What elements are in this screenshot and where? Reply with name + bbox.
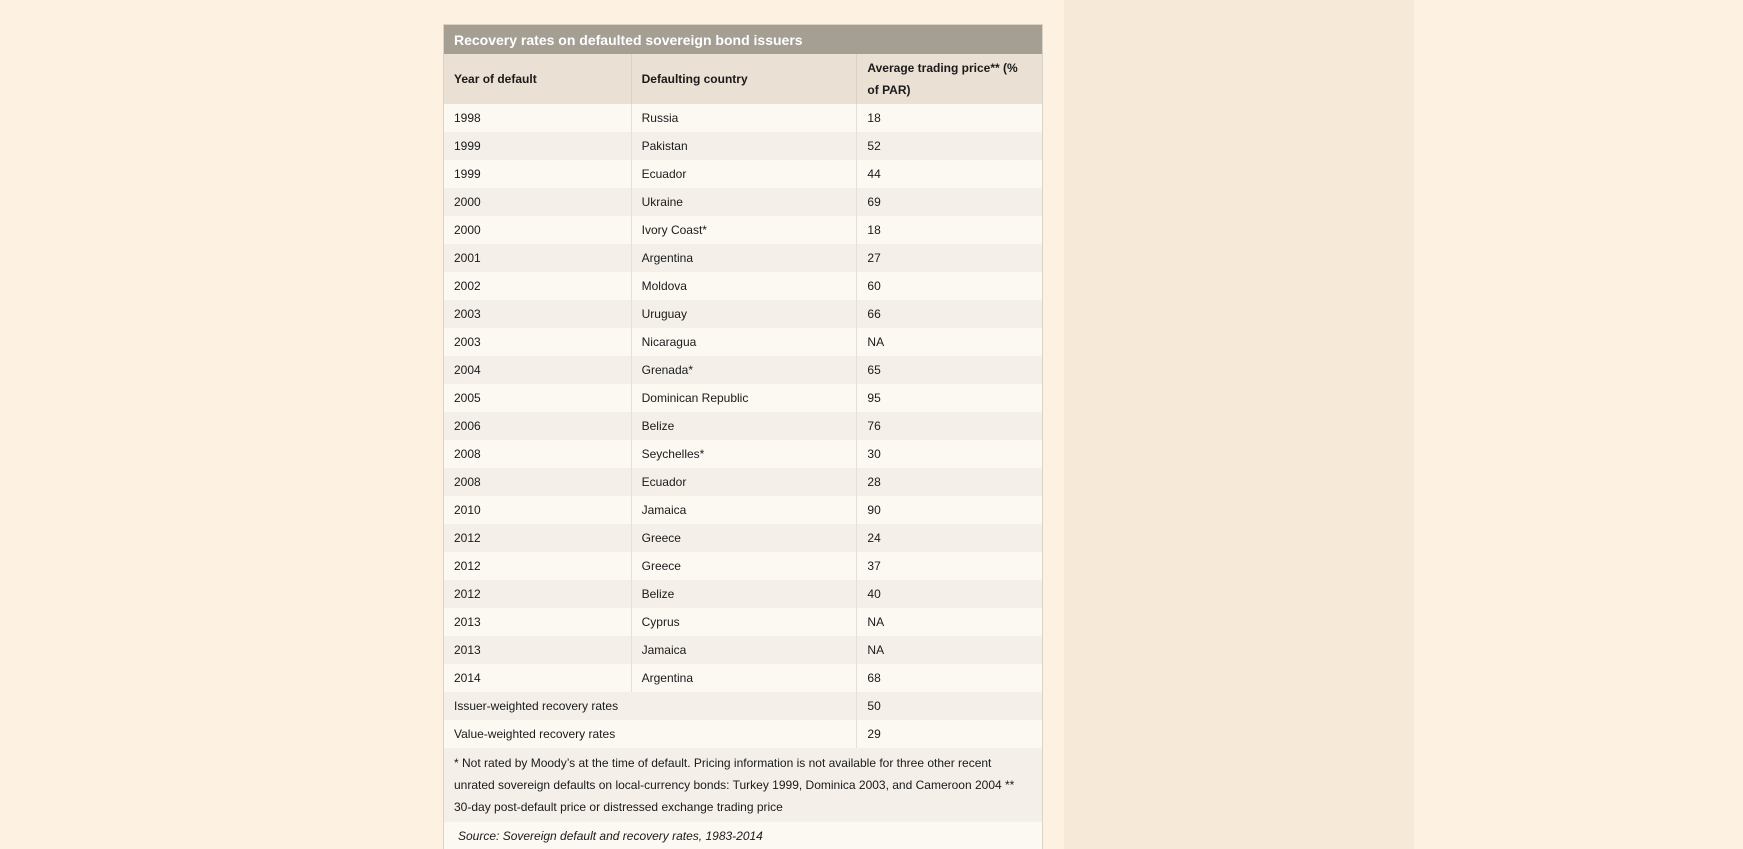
cell-year: 2012 (444, 524, 632, 552)
cell-year: 2008 (444, 440, 632, 468)
cell-year: 1999 (444, 132, 632, 160)
cell-year: 2012 (444, 580, 632, 608)
table-header-row (444, 54, 1043, 104)
cell-price: 76 (857, 412, 1043, 440)
table-row (444, 272, 1043, 300)
cell-country: Jamaica (631, 496, 857, 524)
issuer-weighted-label: Issuer-weighted recovery rates (444, 692, 857, 720)
cell-price: 95 (857, 384, 1043, 412)
table-row (444, 496, 1043, 524)
issuer-weighted-value: 50 (857, 692, 1043, 720)
table-caption: Recovery rates on defaulted sovereign bond issuers (444, 25, 1043, 55)
cell-country: Argentina (631, 244, 857, 272)
cell-country: Uruguay (631, 300, 857, 328)
cell-year: 1999 (444, 160, 632, 188)
cell-year: 2006 (444, 412, 632, 440)
table-row (444, 216, 1043, 244)
cell-country: Grenada* (631, 356, 857, 384)
table-row (444, 552, 1043, 580)
cell-year: 2002 (444, 272, 632, 300)
cell-price: 30 (857, 440, 1043, 468)
table-row (444, 356, 1043, 384)
cell-country: Seychelles* (631, 440, 857, 468)
cell-price: 40 (857, 580, 1043, 608)
cell-year: 2004 (444, 356, 632, 384)
source-row (444, 822, 1043, 849)
cell-price: 18 (857, 216, 1043, 244)
header-price: Average trading price** (% of PAR) (857, 54, 1043, 104)
cell-country: Ukraine (631, 188, 857, 216)
source-text: Source: Sovereign default and recovery rates, 1983-2014 (444, 822, 1043, 849)
table-row (444, 384, 1043, 412)
cell-year: 2003 (444, 300, 632, 328)
table-row (444, 188, 1043, 216)
table-body (444, 104, 1043, 692)
cell-price: NA (857, 328, 1043, 356)
cell-country: Cyprus (631, 608, 857, 636)
cell-country: Dominican Republic (631, 384, 857, 412)
table-row (444, 160, 1043, 188)
cell-year: 2010 (444, 496, 632, 524)
cell-price: 90 (857, 496, 1043, 524)
value-weighted-value: 29 (857, 720, 1043, 748)
footnote-row (444, 748, 1043, 822)
cell-price: 68 (857, 664, 1043, 692)
cell-country: Belize (631, 580, 857, 608)
cell-country: Ecuador (631, 160, 857, 188)
value-weighted-row (444, 720, 1043, 748)
cell-year: 2003 (444, 328, 632, 356)
cell-year: 2005 (444, 384, 632, 412)
cell-price: 44 (857, 160, 1043, 188)
table-row (444, 608, 1043, 636)
cell-year: 1998 (444, 104, 632, 132)
cell-country: Ivory Coast* (631, 216, 857, 244)
cell-country: Greece (631, 524, 857, 552)
cell-country: Ecuador (631, 468, 857, 496)
table-row (444, 636, 1043, 664)
cell-price: 24 (857, 524, 1043, 552)
issuer-weighted-row (444, 692, 1043, 720)
cell-price: 52 (857, 132, 1043, 160)
table-row (444, 300, 1043, 328)
cell-country: Pakistan (631, 132, 857, 160)
cell-country: Greece (631, 552, 857, 580)
cell-country: Moldova (631, 272, 857, 300)
table-row (444, 580, 1043, 608)
value-weighted-label: Value-weighted recovery rates (444, 720, 857, 748)
cell-price: 66 (857, 300, 1043, 328)
cell-price: 65 (857, 356, 1043, 384)
table-row (444, 524, 1043, 552)
cell-year: 2013 (444, 636, 632, 664)
table-row (444, 132, 1043, 160)
cell-year: 2001 (444, 244, 632, 272)
header-year: Year of default (444, 54, 632, 104)
table-caption-row (444, 25, 1043, 55)
table-row (444, 440, 1043, 468)
cell-price: 69 (857, 188, 1043, 216)
table-row (444, 468, 1043, 496)
cell-price: 28 (857, 468, 1043, 496)
cell-price: NA (857, 636, 1043, 664)
cell-year: 2014 (444, 664, 632, 692)
cell-price: 18 (857, 104, 1043, 132)
cell-price: 27 (857, 244, 1043, 272)
right-rail (1064, 0, 1414, 849)
table-row (444, 244, 1043, 272)
table-row (444, 328, 1043, 356)
cell-year: 2000 (444, 188, 632, 216)
table-row (444, 664, 1043, 692)
cell-country: Argentina (631, 664, 857, 692)
cell-year: 2000 (444, 216, 632, 244)
table-row (444, 104, 1043, 132)
cell-country: Nicaragua (631, 328, 857, 356)
recovery-rates-table (443, 24, 1043, 849)
cell-country: Belize (631, 412, 857, 440)
cell-year: 2013 (444, 608, 632, 636)
table-row (444, 412, 1043, 440)
cell-year: 2008 (444, 468, 632, 496)
footnote: * Not rated by Moody’s at the time of default. Pricing information is not available for three other recent unrated sovereign defaults on local-currency bonds: Turkey 1999, Dominica 2003, and Cameroon 2004 ** 30-day post-default price or distressed exchange trading price (444, 748, 1043, 822)
cell-country: Russia (631, 104, 857, 132)
cell-price: 60 (857, 272, 1043, 300)
cell-price: NA (857, 608, 1043, 636)
cell-country: Jamaica (631, 636, 857, 664)
cell-year: 2012 (444, 552, 632, 580)
header-country: Defaulting country (631, 54, 857, 104)
cell-price: 37 (857, 552, 1043, 580)
